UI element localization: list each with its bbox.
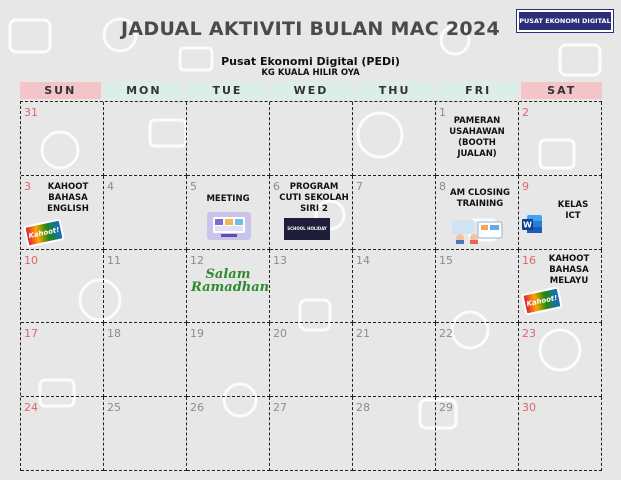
event-line: BAHASA (549, 264, 589, 275)
day-number: 13 (273, 253, 287, 267)
weekday-header-mon: MON (104, 82, 185, 99)
calendar-day-cell[interactable] (436, 323, 519, 397)
calendar-day-cell-empty (187, 102, 270, 176)
day-number: 11 (107, 253, 121, 267)
weekday-header-tue: TUE (187, 82, 268, 99)
weekday-header-thu: THU (354, 82, 435, 99)
word-icon (522, 214, 542, 234)
weekday-header-row (20, 82, 602, 99)
event-line: SIRI 2 (300, 203, 328, 214)
event-line: MEETING (206, 193, 250, 204)
day-number: 30 (522, 401, 536, 415)
calendar-day-cell[interactable] (104, 250, 187, 324)
event-line: JUALAN) (457, 149, 497, 160)
event-line: PAMERAN (453, 116, 501, 126)
event-line: KAHOOT (548, 253, 590, 264)
day-number: 5 (190, 179, 197, 193)
calendar-day-cell[interactable] (21, 323, 104, 397)
calendar-day-cell-empty (353, 102, 436, 176)
day-number: 1 (439, 106, 446, 119)
calendar-day-cell[interactable] (21, 176, 104, 250)
event-line: KELAS (557, 199, 589, 210)
salam-ramadhan-logo: Salam Ramadhan (191, 266, 270, 295)
day-number: 15 (439, 253, 453, 267)
event-line: AM CLOSING (450, 187, 510, 198)
day-number: 27 (273, 401, 287, 415)
calendar-day-cell[interactable] (104, 397, 187, 471)
kahoot-logo-text: Kahoot! (27, 225, 61, 240)
school-holiday-banner (284, 218, 330, 240)
event-line: TRAINING (456, 198, 504, 209)
calendar-day-cell-empty (104, 102, 187, 176)
day-number: 20 (273, 327, 287, 341)
calendar-day-cell-empty (270, 102, 353, 176)
calendar-day-cell[interactable] (21, 102, 104, 176)
day-number: 6 (273, 179, 280, 193)
school-holiday-banner-text: SCHOOL HOLIDAY (287, 226, 327, 232)
event-line: CUTI SEKOLAH (279, 192, 349, 203)
calendar-day-cell[interactable] (519, 397, 602, 471)
calendar-day-cell[interactable] (270, 250, 353, 324)
day-number: 8 (439, 179, 446, 193)
day-number: 21 (356, 327, 370, 341)
weekday-header-fri: FRI (438, 82, 519, 99)
event-label (191, 194, 265, 205)
event-line: PROGRAM (289, 181, 339, 192)
calendar-day-cell[interactable] (436, 397, 519, 471)
calendar-day-cell[interactable] (519, 323, 602, 397)
calendar-day-cell[interactable] (519, 176, 602, 250)
day-number: 24 (24, 401, 38, 415)
event-line: (BOOTH (458, 138, 496, 149)
calendar-day-cell[interactable] (270, 176, 353, 250)
calendar-day-cell[interactable] (104, 176, 187, 250)
event-label (547, 200, 599, 222)
event-label (537, 254, 601, 287)
event-label (276, 182, 352, 215)
calendar-day-cell[interactable] (187, 323, 270, 397)
calendar-day-cell[interactable] (187, 250, 270, 324)
calendar-day-cell[interactable] (270, 397, 353, 471)
calendar-day-cell[interactable] (519, 250, 602, 324)
training-illustration-icon (450, 218, 506, 244)
calendar-day-cell[interactable] (21, 250, 104, 324)
calendar-day-cell[interactable] (353, 397, 436, 471)
calendar-day-cell[interactable] (519, 102, 602, 176)
meeting-illustration-icon (207, 212, 251, 240)
event-line: USAHAWAN (449, 127, 505, 138)
day-number: 16 (522, 253, 536, 267)
day-number: 23 (522, 327, 536, 341)
event-label (35, 182, 101, 215)
event-line: BAHASA (48, 192, 88, 203)
calendar-day-cell[interactable] (104, 323, 187, 397)
day-number: 3 (24, 179, 31, 193)
day-number: 2 (522, 106, 529, 119)
day-number: 14 (356, 253, 370, 267)
calendar-day-cell[interactable] (21, 397, 104, 471)
calendar-day-cell[interactable] (436, 250, 519, 324)
kahoot-logo-text: Kahoot! (525, 293, 559, 308)
calendar-day-cell[interactable] (436, 102, 519, 176)
calendar-day-cell[interactable] (353, 250, 436, 324)
event-line: KAHOOT (47, 181, 89, 192)
calendar-day-cell[interactable] (187, 176, 270, 250)
kahoot-logo (521, 286, 563, 315)
calendar-day-cell[interactable] (353, 176, 436, 250)
organization-name: Pusat Ekonomi Digital (PEDi) (221, 55, 400, 68)
day-number: 22 (439, 327, 453, 341)
event-label (444, 188, 516, 210)
calendar-grid (20, 101, 602, 471)
brand-badge: PUSAT EKONOMI DIGITAL (517, 10, 613, 32)
day-number: 10 (24, 253, 38, 267)
weekday-header-sun: SUN (20, 82, 101, 99)
day-number: 18 (107, 327, 121, 341)
day-number: 29 (439, 401, 453, 415)
day-number: 17 (24, 327, 38, 341)
day-number: 31 (24, 106, 38, 119)
calendar-day-cell[interactable] (353, 323, 436, 397)
calendar-day-cell[interactable] (436, 176, 519, 250)
day-number: 25 (107, 401, 121, 415)
kahoot-logo (23, 218, 65, 247)
day-number: 7 (356, 179, 363, 193)
event-label (440, 116, 514, 160)
location-label: KG KUALA HILIR OYA (261, 68, 360, 78)
weekday-header-wed: WED (271, 82, 352, 99)
page-title: JADUAL AKTIVITI BULAN MAC 2024 (121, 18, 500, 40)
event-line: ENGLISH (47, 203, 89, 214)
day-number: 26 (190, 401, 204, 415)
day-number: 19 (190, 327, 204, 341)
day-number: 12 (190, 253, 204, 267)
day-number: 28 (356, 401, 370, 415)
weekday-header-sat: SAT (521, 82, 602, 99)
svg-text:W: W (523, 220, 532, 230)
event-line: MELAYU (549, 275, 589, 286)
calendar-day-cell[interactable] (270, 323, 353, 397)
calendar-day-cell[interactable] (187, 397, 270, 471)
day-number: 4 (107, 179, 114, 193)
day-number: 9 (522, 179, 529, 193)
event-line: ICT (565, 210, 581, 221)
